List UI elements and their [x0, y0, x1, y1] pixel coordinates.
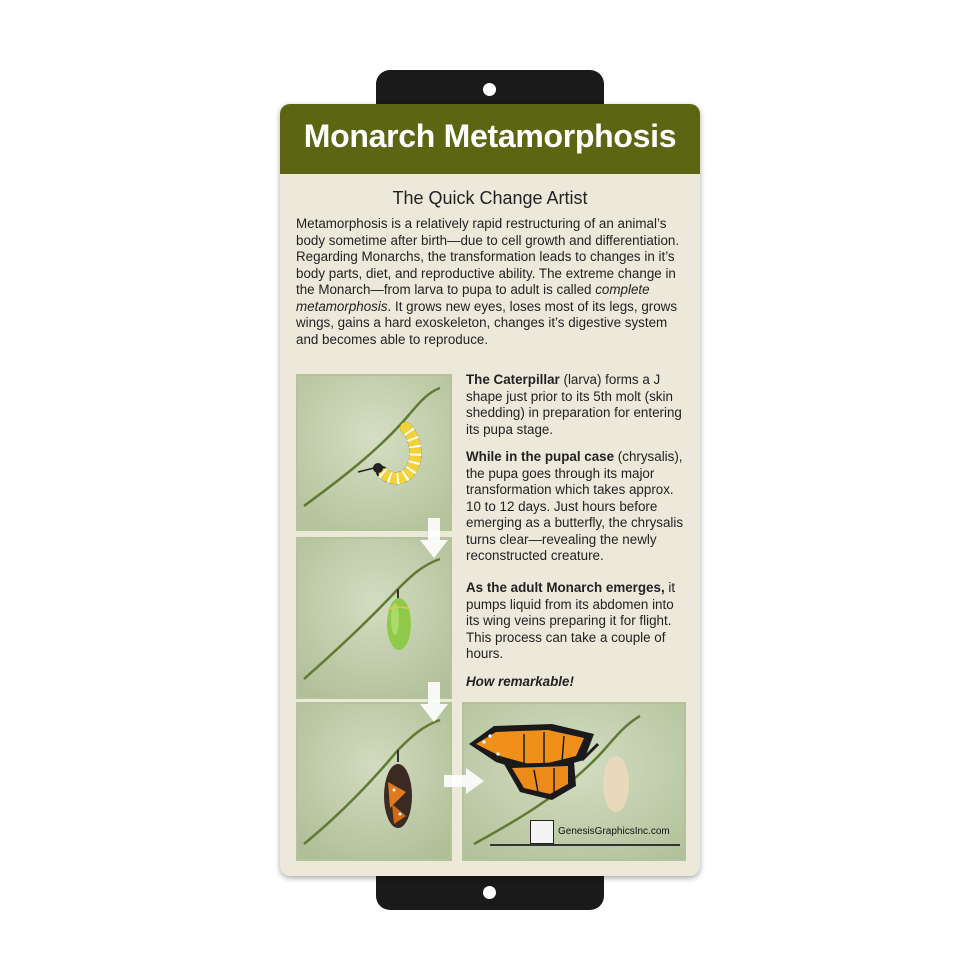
stage-caterpillar-text: [466, 372, 690, 438]
intro-text-2: . It grows new eyes, loses most of its legs, grows wings, gains a hard exoskeleton, changes it’s digestive system and becomes able to reproduce.: [296, 298, 678, 347]
credit-logo: [530, 820, 680, 846]
stage-body: it pumps liquid from its abdomen into its wing veins preparing it for flight. This process can take a couple of hours.: [466, 580, 676, 661]
credit-underline: [490, 844, 680, 846]
stage-heading: The Caterpillar: [466, 372, 560, 387]
down-arrow-icon: [420, 518, 448, 558]
intro-text-1: Metamorphosis is a relatively rapid restructuring of an animal’s body sometime after birth—due to cell growth and differentiation. Regarding Monarchs, the transformation leads to changes in it’s body parts, diet, and reproductive ability. The extreme change in the Monarch—from larva to pupa to adult is called: [296, 216, 680, 297]
sign-panel: [280, 104, 700, 876]
mount-hole: [483, 83, 496, 96]
emerged-butterfly-photo: [462, 702, 686, 861]
stage-heading: While in the pupal case: [466, 449, 615, 464]
down-arrow-icon: [420, 682, 448, 722]
stage-pupa-text: [466, 449, 690, 565]
closing-remark: How remarkable!: [466, 674, 574, 689]
genesis-graphics-logo-icon: [530, 820, 554, 844]
intro-paragraph: [296, 216, 690, 348]
caterpillar-photo: [296, 374, 452, 531]
stage-body: (larva) forms a J shape just prior to its 5th molt (skin shedding) in preparation for entering its pupa stage.: [466, 372, 682, 437]
clear-chrysalis-photo: [296, 702, 452, 861]
right-arrow-icon: [444, 768, 484, 794]
subtitle: The Quick Change Artist: [392, 188, 588, 208]
stage-heading: As the adult Monarch emerges,: [466, 580, 665, 595]
stage-adult-text: [466, 580, 690, 663]
title-banner: [280, 104, 700, 174]
credit-text: GenesisGraphicsInc.com: [558, 826, 670, 837]
page-title: Monarch Metamorphosis: [303, 118, 677, 154]
mount-hole: [483, 886, 496, 899]
green-chrysalis-photo: [296, 537, 452, 699]
stage-body: (chrysalis), the pupa goes through its major transformation which takes approx. 10 to 12 days. Just hours before emerging as a butterfly, the chrysalis turns clear—revealing the newly reconstructed creature.: [466, 449, 684, 563]
intro-italic-term: complete metamorphosis: [296, 282, 650, 314]
